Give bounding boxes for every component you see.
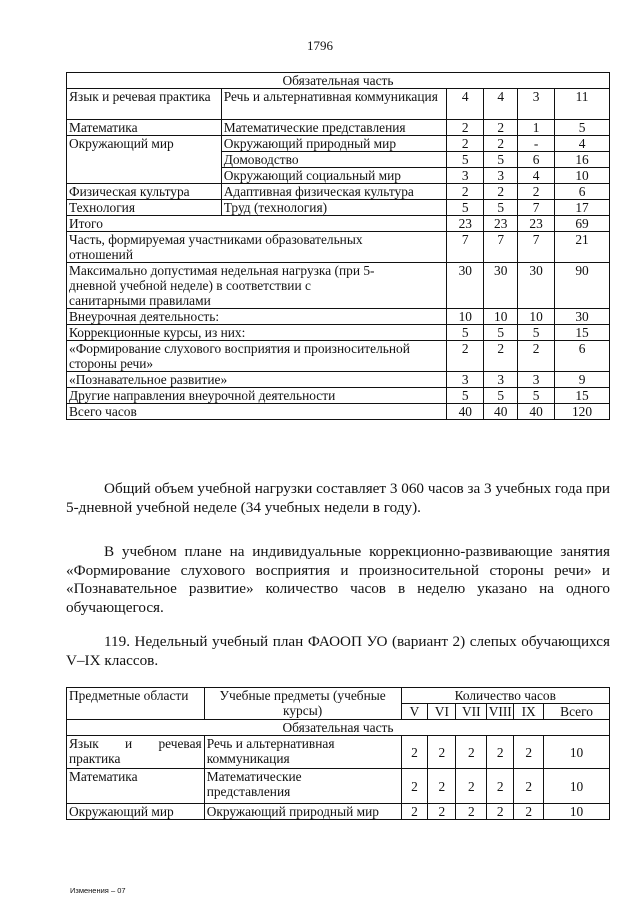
hours-cell: 7	[484, 232, 518, 263]
hours-cell: 4	[518, 168, 555, 184]
subject-area: Язык и речевая практика	[67, 736, 205, 769]
hours-cell: 2	[447, 136, 484, 152]
hours-cell: 2	[484, 341, 518, 372]
hours-cell: 2	[487, 769, 514, 804]
subject-area: Язык и речевая практика	[67, 89, 222, 120]
summary-row	[67, 372, 610, 388]
hours-cell: 23	[518, 216, 555, 232]
header-grade: IX	[514, 704, 544, 720]
total-cell: 21	[555, 232, 610, 263]
total-cell: 4	[555, 136, 610, 152]
total-cell: 30	[555, 309, 610, 325]
hours-cell: 7	[447, 232, 484, 263]
table-row	[67, 89, 610, 120]
section-header: Обязательная часть	[67, 720, 610, 736]
summary-label: Коррекционные курсы, из них:	[67, 325, 447, 341]
header-grade: VII	[456, 704, 487, 720]
hours-cell: 2	[484, 184, 518, 200]
hours-cell: 2	[456, 769, 487, 804]
table-header-row	[67, 688, 610, 704]
table-row	[67, 736, 610, 769]
curriculum-table-1	[66, 72, 610, 420]
hours-cell: 2	[456, 736, 487, 769]
hours-cell: 23	[447, 216, 484, 232]
header-grade: VI	[428, 704, 456, 720]
subject: Домоводство	[221, 152, 447, 168]
hours-cell: 23	[484, 216, 518, 232]
summary-label: Итого	[67, 216, 447, 232]
total-cell: 120	[555, 404, 610, 420]
total-cell: 6	[555, 184, 610, 200]
summary-label: Максимально допустимая недельная нагрузка (при 5-дневной учебной неделе) в соответствии с санитарными правилами	[67, 263, 447, 309]
footer-changes-note: Изменения – 07	[70, 886, 126, 895]
subject: Речь и альтернативная коммуникация	[204, 736, 401, 769]
hours-cell: 3	[447, 168, 484, 184]
subject: Речь и альтернативная коммуникация	[221, 89, 447, 120]
summary-row	[67, 404, 610, 420]
subject: Окружающий природный мир	[221, 136, 447, 152]
hours-cell: 4	[484, 89, 518, 120]
summary-label: «Формирование слухового восприятия и произносительной стороны речи»	[67, 341, 447, 372]
summary-row	[67, 341, 610, 372]
hours-cell: 6	[518, 152, 555, 168]
subject: Окружающий природный мир	[204, 804, 401, 820]
summary-row	[67, 263, 610, 309]
hours-cell: 40	[484, 404, 518, 420]
subject-area: Физическая культура	[67, 184, 222, 200]
hours-cell: 2	[401, 736, 428, 769]
hours-cell: 3	[484, 168, 518, 184]
total-cell: 11	[555, 89, 610, 120]
hours-cell: 2	[484, 120, 518, 136]
total-cell: 17	[555, 200, 610, 216]
hours-cell: 2	[514, 804, 544, 820]
hours-cell: 7	[518, 232, 555, 263]
summary-label: «Познавательное развитие»	[67, 372, 447, 388]
table-row	[67, 200, 610, 216]
hours-cell: 2	[518, 184, 555, 200]
hours-cell: 3	[518, 89, 555, 120]
header-grade: V	[401, 704, 428, 720]
hours-cell: 5	[447, 152, 484, 168]
hours-cell: 5	[518, 388, 555, 404]
subject-area: Окружающий мир	[67, 804, 205, 820]
page-number: 1796	[307, 38, 333, 53]
hours-cell: 4	[447, 89, 484, 120]
hours-cell: 2	[428, 769, 456, 804]
hours-cell: 5	[447, 325, 484, 341]
hours-cell: 2	[514, 736, 544, 769]
hours-cell: 10	[484, 309, 518, 325]
hours-cell: 5	[484, 325, 518, 341]
hours-cell: 40	[447, 404, 484, 420]
hours-cell: 2	[518, 341, 555, 372]
hours-cell: 3	[518, 372, 555, 388]
hours-cell: 7	[518, 200, 555, 216]
summary-row	[67, 325, 610, 341]
hours-cell: 2	[428, 804, 456, 820]
total-cell: 90	[555, 263, 610, 309]
hours-cell: 2	[487, 736, 514, 769]
header-subject-areas: Предметные области	[67, 688, 205, 720]
hours-cell: 2	[484, 136, 518, 152]
hours-cell: 5	[447, 388, 484, 404]
total-cell: 10	[555, 168, 610, 184]
subject: Окружающий социальный мир	[221, 168, 447, 184]
hours-cell: 5	[484, 152, 518, 168]
hours-cell: 10	[518, 309, 555, 325]
hours-cell: 2	[514, 769, 544, 804]
subject: Труд (технология)	[221, 200, 447, 216]
hours-cell: 5	[484, 200, 518, 216]
total-cell: 15	[555, 325, 610, 341]
total-cell: 10	[544, 769, 610, 804]
hours-cell: 2	[487, 804, 514, 820]
paragraph-individual-lessons: В учебном плане на индивидуальные коррекционно-развивающие занятия «Формирование слухового восприятия и произносительной стороны речи» и «Познавательное развитие» количество часов в неделю указано на одного обучающегося.	[66, 543, 610, 616]
table-row	[67, 804, 610, 820]
total-cell: 10	[544, 804, 610, 820]
total-cell: 9	[555, 372, 610, 388]
total-cell: 10	[544, 736, 610, 769]
summary-row	[67, 216, 610, 232]
summary-label: Внеурочная деятельность:	[67, 309, 447, 325]
hours-cell: 2	[401, 804, 428, 820]
summary-row	[67, 232, 610, 263]
curriculum-table-2	[66, 687, 610, 820]
table-row	[67, 120, 610, 136]
hours-cell: 30	[484, 263, 518, 309]
subject-area: Математика	[67, 120, 222, 136]
hours-cell: 2	[447, 184, 484, 200]
hours-cell: 5	[447, 200, 484, 216]
total-cell: 16	[555, 152, 610, 168]
subject-area: Математика	[67, 769, 205, 804]
hours-cell: 5	[518, 325, 555, 341]
total-cell: 6	[555, 341, 610, 372]
hours-cell: 30	[447, 263, 484, 309]
total-cell: 69	[555, 216, 610, 232]
hours-cell: 1	[518, 120, 555, 136]
header-subjects: Учебные предметы (учебные курсы)	[204, 688, 401, 720]
total-cell: 15	[555, 388, 610, 404]
hours-cell: 2	[447, 120, 484, 136]
table-row	[67, 136, 610, 152]
subject-area: Окружающий мир	[67, 136, 222, 184]
summary-row	[67, 309, 610, 325]
hours-cell: 2	[428, 736, 456, 769]
subject-area: Технология	[67, 200, 222, 216]
hours-cell: 2	[447, 341, 484, 372]
header-total: Всего	[544, 704, 610, 720]
summary-label: Часть, формируемая участниками образовательных отношений	[67, 232, 447, 263]
hours-cell: 40	[518, 404, 555, 420]
subject: Адаптивная физическая культура	[221, 184, 447, 200]
total-cell: 5	[555, 120, 610, 136]
paragraph-total-load: Общий объем учебной нагрузки составляет 3 060 часов за 3 учебных года при 5-дневной учебной неделе (34 учебных недели в году).	[66, 480, 610, 516]
paragraph-weekly-plan-heading: 119. Недельный учебный план ФАООП УО (вариант 2) слепых обучающихся V–IX классов.	[66, 633, 610, 669]
subject: Математические представления	[204, 769, 401, 804]
hours-cell: 3	[484, 372, 518, 388]
subject: Математические представления	[221, 120, 447, 136]
table-row	[67, 184, 610, 200]
hours-cell: -	[518, 136, 555, 152]
hours-cell: 10	[447, 309, 484, 325]
hours-cell: 3	[447, 372, 484, 388]
hours-cell: 2	[456, 804, 487, 820]
header-grade: VIII	[488, 704, 512, 719]
hours-cell: 2	[401, 769, 428, 804]
table-row	[67, 769, 610, 804]
header-hours: Количество часов	[401, 688, 609, 704]
summary-label: Другие направления внеурочной деятельности	[67, 388, 447, 404]
summary-row	[67, 388, 610, 404]
hours-cell: 5	[484, 388, 518, 404]
summary-label: Всего часов	[67, 404, 447, 420]
section-header: Обязательная часть	[67, 73, 610, 89]
hours-cell: 30	[518, 263, 555, 309]
